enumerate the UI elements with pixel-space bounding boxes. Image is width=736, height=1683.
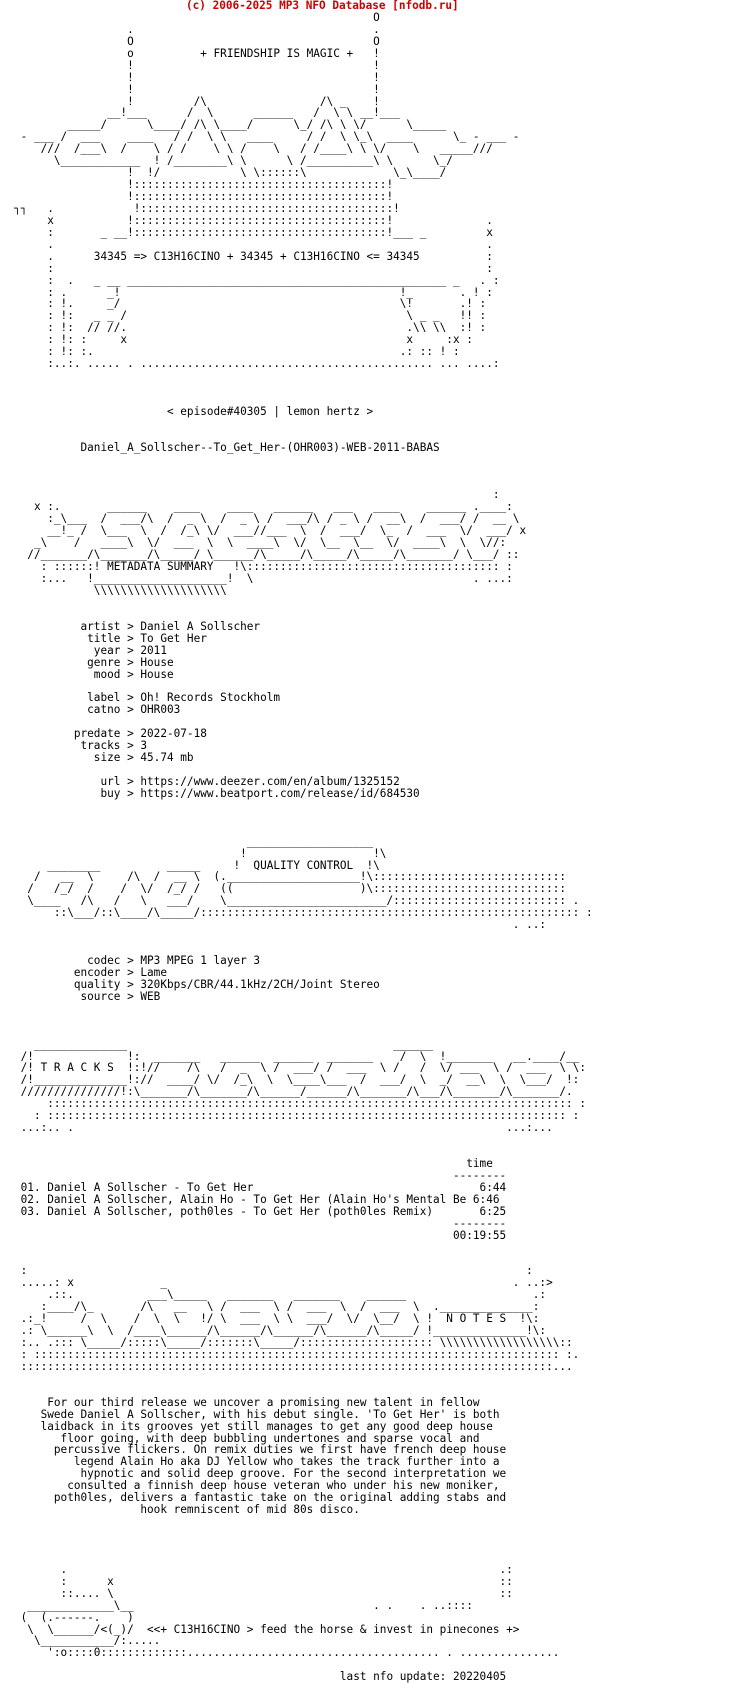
nfo-line: /!______________!:// ____/ \/ /_\ \ \____\___ / ___/ \ _/ __\ \ \___/ !: bbox=[14, 1073, 580, 1087]
nfo-line: : : bbox=[14, 261, 493, 275]
nfo-line: ::.... \ :: bbox=[14, 1586, 513, 1600]
nfo-line: -------- bbox=[14, 1168, 507, 1182]
nfo-line: ::\___/::\____/\_____/::::::::::::::::::::::::::::::::::::::::::::::::::::::::: : bbox=[14, 906, 593, 920]
nfo-line bbox=[14, 1015, 593, 1027]
nfo-line: ___________________ bbox=[14, 834, 374, 848]
nfo-line: . . bbox=[14, 22, 380, 36]
nfo-line bbox=[14, 1003, 593, 1015]
nfo-line: ( (.------. ) bbox=[14, 1610, 134, 1624]
nfo-line: \\\\\\\\\\\\\\\\\\\\ bbox=[14, 583, 227, 597]
nfo-line: O bbox=[14, 10, 380, 24]
nfo-line bbox=[14, 800, 593, 812]
nfo-line: /! T R A C K S !:!// /\ / _ \ / ___/ / ___ \ / / \/ ___ \ / ___ \ \: bbox=[14, 1061, 586, 1075]
nfo-line: : : bbox=[14, 1264, 533, 1278]
nfo-line bbox=[14, 1134, 593, 1146]
nfo-line: predate > 2022-07-18 bbox=[14, 727, 207, 741]
nfo-line: -------- bbox=[14, 1216, 507, 1230]
nfo-line: !::::::::::::::::::::::::::::::::::::::! bbox=[14, 178, 394, 192]
nfo-line: size > 45.74 mb bbox=[14, 751, 194, 765]
nfo-line: _\ / ____\ \/ ___ \ \ ____\ \/ \__ \__ \/ ____\ \ \//: bbox=[14, 536, 507, 550]
nfo-line: Daniel_A_Sollscher--To_Get_Her-(OHR003)-WEB-2011-BABAS bbox=[14, 440, 440, 454]
nfo-line: ! /\ /\ _ ! bbox=[14, 94, 380, 108]
nfo-line bbox=[14, 454, 593, 466]
nfo-line: O O bbox=[14, 34, 380, 48]
nfo-line: /! !: _______ ______ ______ _______ / \ !_______ __.____/__ bbox=[14, 1049, 580, 1063]
nfo-line: title > To Get Her bbox=[14, 631, 207, 645]
nfo-line: _____________\__ . . . ..:::: bbox=[14, 1598, 473, 1612]
nfo-line: :..:. ..... . ............................................ ... ....: bbox=[14, 357, 500, 371]
nfo-line: consulted a finnish deep house veteran who under his new moniker, bbox=[14, 1479, 500, 1493]
nfo-line: : !. _/ \! .! : bbox=[14, 297, 487, 311]
nfo-line bbox=[14, 1516, 593, 1528]
nfo-line: . ..: bbox=[14, 918, 547, 932]
nfo-line: poth0les, delivers a fantastic take on the original adding stabs and bbox=[14, 1491, 507, 1505]
nfo-line: / /_/ / / \/ /_/ / (( )\::::::::::::::::::::::::::::: bbox=[14, 882, 567, 896]
nfo-line: : :::::::::::::::::::::::::::::::::::::::::::::::::::::::::::::::::::::::::::::: : bbox=[14, 1109, 580, 1123]
nfo-line: .: \______\ \ /____\______/\______/\______/\______/\_____/ !______________!\: bbox=[14, 1324, 547, 1338]
nfo-line: ::::::::::::::::::::::::::::::::::::::::::::::::::::::::::::::::::::::::::::::: : bbox=[14, 1097, 586, 1111]
nfo-line: : !: // //. .\\ \\ :! : bbox=[14, 321, 487, 335]
nfo-line: x !::::::::::::::::::::::::::::::::::::::! . bbox=[14, 213, 493, 227]
nfo-line bbox=[14, 1528, 593, 1540]
nfo-line: ________ _____ ! QUALITY CONTROL !\ bbox=[14, 858, 380, 872]
nfo-line: ______________ ______ bbox=[14, 1037, 433, 1051]
nfo-line bbox=[14, 931, 593, 943]
nfo-line: ! !/ \ \::::::\ \_\____/ bbox=[14, 166, 447, 180]
nfo-line bbox=[14, 812, 593, 824]
nfo-line: \___________/:..... bbox=[14, 1634, 161, 1648]
nfo-line: __!___ / \ ______ / \ \ __!___ bbox=[14, 106, 400, 120]
nfo-line: ! ! bbox=[14, 82, 380, 96]
nfo-line bbox=[14, 597, 593, 609]
nfo-line bbox=[14, 1027, 593, 1039]
nfo-line[interactable]: buy > https://www.beatport.com/release/id/684530 bbox=[14, 786, 420, 800]
nfo-line: : !: :. .: :: ! : bbox=[14, 345, 460, 359]
nfo-line: - ___ / ___ ____ / / \ \ ____ / / \ \_\ ____ \_ - ___ - bbox=[14, 130, 520, 144]
nfo-line: :_\___ / ___/\ / _ \ / _ \ / ___/\ / _ \ / __\ / ___/ / __ \ bbox=[14, 512, 520, 526]
nfo-line: __!_ / \___ \ / /_\ \/ ___//___ \ / ___/ \_ / ___ \/ ___/ x bbox=[14, 524, 527, 538]
nfo-line: legend Alain Ho aka DJ Yellow who takes the track further into a bbox=[14, 1455, 500, 1469]
nfo-line bbox=[14, 1242, 593, 1254]
nfo-line bbox=[14, 466, 593, 478]
nfo-line: :... !____________________! \ . ...: bbox=[14, 572, 513, 585]
nfo-line: . . bbox=[14, 237, 493, 251]
nfo-line: source > WEB bbox=[14, 989, 161, 1003]
nfo-line: 02. Daniel A Sollscher, Alain Ho - To Get Her (Alain Ho's Mental Be 6:46 bbox=[14, 1192, 500, 1206]
nfo-line: laidback in its grooves yet still manages to get any good deep house bbox=[14, 1419, 493, 1433]
nfo-line: :____/\_ /\ __ \ / ___ \ / ___ \ / ___ \ .______________: bbox=[14, 1300, 540, 1314]
nfo-line: : !: : x x :x : bbox=[14, 333, 473, 347]
nfo-line: artist > Daniel A Sollscher bbox=[14, 619, 261, 633]
nfo-line: : ::::::::::::::::::::::::::::::::::::::::::::::::::::::::::::::::::::::::::::::: :. bbox=[14, 1347, 580, 1361]
nfo-line bbox=[14, 382, 593, 394]
nfo-line: : bbox=[14, 488, 500, 502]
nfo-line bbox=[14, 370, 593, 382]
nfo-line: ':o::::0:::::::::::::...................................... . ............... bbox=[14, 1646, 560, 1660]
nfo-line: : . _ __ ________________________________________________ _ . : bbox=[14, 273, 500, 287]
nfo-line: : _ __!::::::::::::::::::::::::::::::::::::::!___ _ x bbox=[14, 225, 493, 239]
nfo-line bbox=[14, 609, 593, 621]
nfodb-credit-line[interactable]: (c) 2006-2025 MP3 NFO Database [nfodb.ru] bbox=[186, 0, 459, 12]
nfo-line: : . _! !_ . ! : bbox=[14, 285, 493, 299]
nfo-line: label > Oh! Records Stockholm bbox=[14, 691, 281, 705]
nfo-line: .....: x _ . ..:> bbox=[14, 1276, 553, 1290]
nfo-line: ...:.. . ...:... bbox=[14, 1121, 553, 1135]
nfo-line: last nfo update: 20220405 bbox=[14, 1670, 507, 1683]
nfo-line: quality > 320Kbps/CBR/44.1kHz/2CH/Joint Stereo bbox=[14, 977, 380, 991]
nfo-line: : !: _ _ / \ _ _ !! : bbox=[14, 309, 487, 323]
nfo-line: .::. ___\_____ _______ _______ ______ .: bbox=[14, 1288, 547, 1302]
nfo-line: o + FRIENDSHIP IS MAGIC + ! bbox=[14, 46, 380, 60]
nfo-line: catno > OHR003 bbox=[14, 703, 181, 717]
nfo-line: codec > MP3 MPEG 1 layer 3 bbox=[14, 954, 261, 967]
nfo-line: \____________ ! /________\ \ \ /__________\ \ \_/ bbox=[14, 154, 453, 168]
nfo-line bbox=[14, 824, 593, 836]
nfo-line bbox=[14, 1385, 593, 1397]
nfo-line: For our third release we uncover a promising new talent in fellow bbox=[14, 1395, 480, 1409]
nfo-line: ! ! bbox=[14, 58, 380, 72]
nfo-line: ///////////////!:\_______/\_______/\______/______/\_______/\___/\_______/\_______/. bbox=[14, 1085, 573, 1099]
nfo-line: \ \______/<(_)/ <<+ C13H16CINO > feed the horse & invest in pinecones +> bbox=[14, 1622, 520, 1636]
nfo-line bbox=[14, 1373, 593, 1385]
nfo-line: 01. Daniel A Sollscher - To Get Her 6:44 bbox=[14, 1180, 507, 1194]
nfo-line: !::::::::::::::::::::::::::::::::::::::! bbox=[14, 190, 394, 203]
nfo-line: hook remniscent of mid 80s disco. bbox=[14, 1503, 360, 1517]
nfo-text-block bbox=[14, 0, 593, 1683]
nfo-line: \____ /\ / \ ___/ \________________________/:::::::::::::::::::::::::: . bbox=[14, 894, 580, 908]
nfo-line: tracks > 3 bbox=[14, 739, 148, 753]
nfo-line: . .: bbox=[14, 1562, 513, 1576]
nfo-line: genre > House bbox=[14, 655, 174, 669]
nfo-line: 03. Daniel A Sollscher, poth0les - To Get Her (poth0les Remix) 6:25 bbox=[14, 1204, 507, 1218]
nfo-line: Swede Daniel A Sollscher, with his debut single. 'To Get Her' is both bbox=[14, 1407, 500, 1421]
nfo-line: / __ \ /\ / __ \ (.____________________!\::::::::::::::::::::::::::::: bbox=[14, 870, 567, 884]
nfo-line: ::::::::::::::::::::::::::::::::::::::::::::::::::::::::::::::::::::::::::::::::... bbox=[14, 1359, 573, 1373]
nfo-line: hypnotic and solid deep groove. For the second interpretation we bbox=[14, 1467, 507, 1481]
nfo-line bbox=[14, 1540, 593, 1552]
nfo-line: ┐┐ . !::::::::::::::::::::::::::::::::::::::! bbox=[14, 201, 400, 215]
nfo-line: //_______/\_______/\_____/ \______/\_____/\_____/\_____/\_______/ \___/ :: bbox=[14, 548, 520, 562]
nfo-line bbox=[14, 1659, 593, 1671]
nfo-body bbox=[14, 12, 593, 1683]
nfo-line: floor going, with deep bubbling undertones and sparse vocal and bbox=[14, 1431, 480, 1445]
nfo-line: : ::::::! METADATA SUMMARY !\:::::::::::::::::::::::::::::::::::::: : bbox=[14, 560, 513, 574]
nfo-line: encoder > Lame bbox=[14, 965, 167, 979]
nfo-line: : x :: bbox=[14, 1574, 513, 1588]
nfo-line[interactable]: url > https://www.deezer.com/en/album/1325152 bbox=[14, 774, 400, 788]
nfo-line: year > 2011 bbox=[14, 643, 167, 657]
nfo-line bbox=[14, 430, 593, 442]
nfo-line: _____/ \____/ /\ \____/ \_/ /\ \ \/ \_____ bbox=[14, 118, 447, 132]
nfo-line: . 34345 => C13H16CINO + 34345 + C13H16CINO <= 34345 : bbox=[14, 249, 493, 263]
nfo-line bbox=[14, 418, 593, 430]
nfo-line: .:_! / \ / \ \ !/ \ ___ \ \ ___/ \/ \__/ \ ! N O T E S !\: bbox=[14, 1312, 540, 1326]
nfo-line: ! !\ bbox=[14, 846, 387, 860]
nfo-line: x :. ______ ____ ____ ______ ___ ____ ______ .____: bbox=[14, 500, 513, 514]
nfo-line: time bbox=[14, 1156, 493, 1170]
nfo-line: mood > House bbox=[14, 667, 174, 681]
nfo-line: percussive flickers. On remix duties we first have french deep house bbox=[14, 1443, 507, 1457]
nfo-line: /// /___\ / \ / / \ \ / \ / /____\ \ \/ \ _____/// bbox=[14, 142, 493, 156]
nfo-line: < episode#40305 | lemon hertz > bbox=[14, 404, 374, 418]
nfo-line: ! ! bbox=[14, 70, 380, 84]
nfo-line: :.. .::: \_____/:::::\_____/:::::::\_____/:::::::::::::::::::: \\\\\\\\\\\\\\\\\\:: bbox=[14, 1336, 573, 1349]
nfo-line: 00:19:55 bbox=[14, 1228, 507, 1242]
